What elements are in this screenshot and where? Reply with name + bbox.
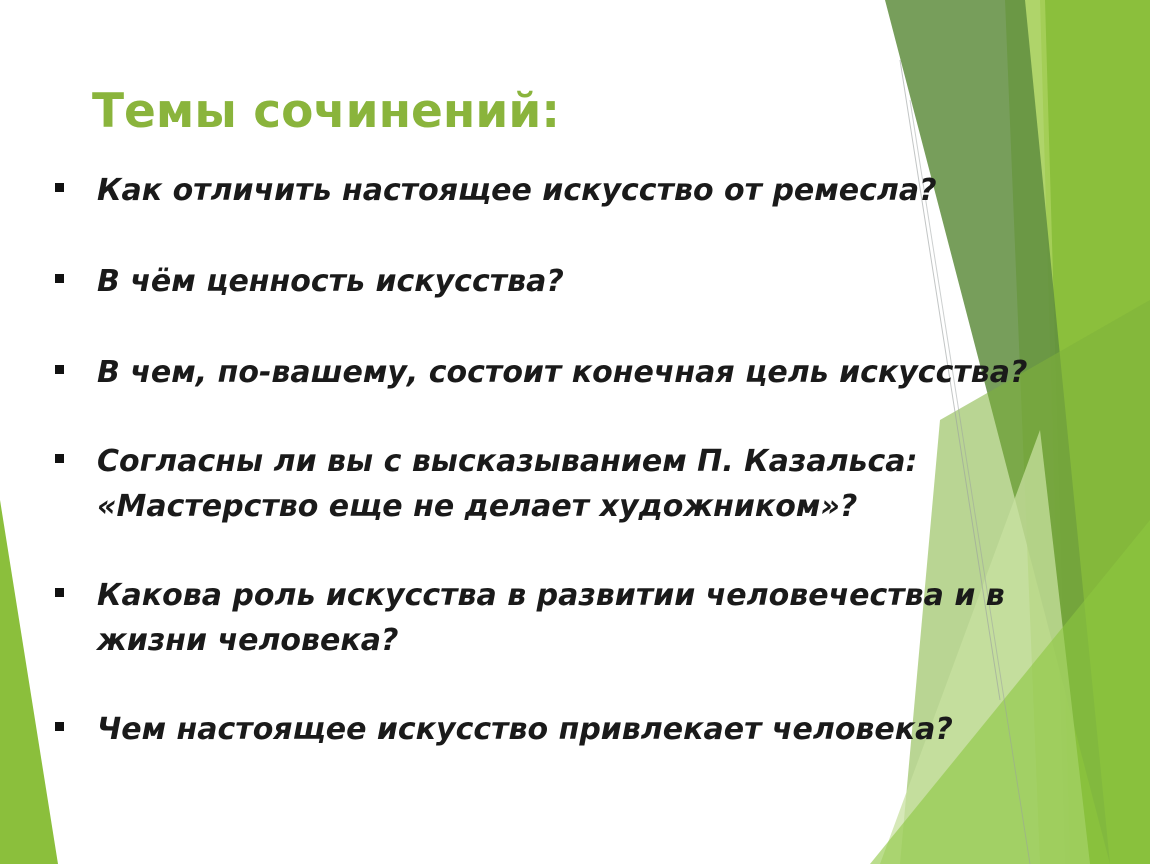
square-bullet-icon <box>55 183 64 192</box>
topic-text: Согласны ли вы с высказыванием П. Казальса: «Мастерство еще не делает художником»? <box>97 444 918 524</box>
topic-text: Как отличить настоящее искусство от ремесла? <box>97 173 937 208</box>
list-item <box>55 168 1115 213</box>
square-bullet-icon <box>55 722 64 731</box>
left-green-stripe <box>0 500 58 864</box>
list-item <box>55 573 1115 663</box>
square-bullet-icon <box>55 588 64 597</box>
topic-text: Какова роль искусства в развитии человечества и в жизни человека? <box>97 578 1005 658</box>
list-item <box>55 439 1115 529</box>
topic-text: Чем настоящее искусство привлекает человека? <box>97 712 953 747</box>
slide-title: Темы сочинений: <box>92 84 561 139</box>
topic-list <box>55 168 1115 798</box>
list-item <box>55 350 1115 395</box>
list-item <box>55 259 1115 304</box>
topic-text: В чем, по-вашему, состоит конечная цель искусства? <box>97 355 1028 390</box>
topic-text: В чём ценность искусства? <box>97 264 564 299</box>
square-bullet-icon <box>55 365 64 374</box>
square-bullet-icon <box>55 454 64 463</box>
square-bullet-icon <box>55 274 64 283</box>
list-item <box>55 707 1115 752</box>
